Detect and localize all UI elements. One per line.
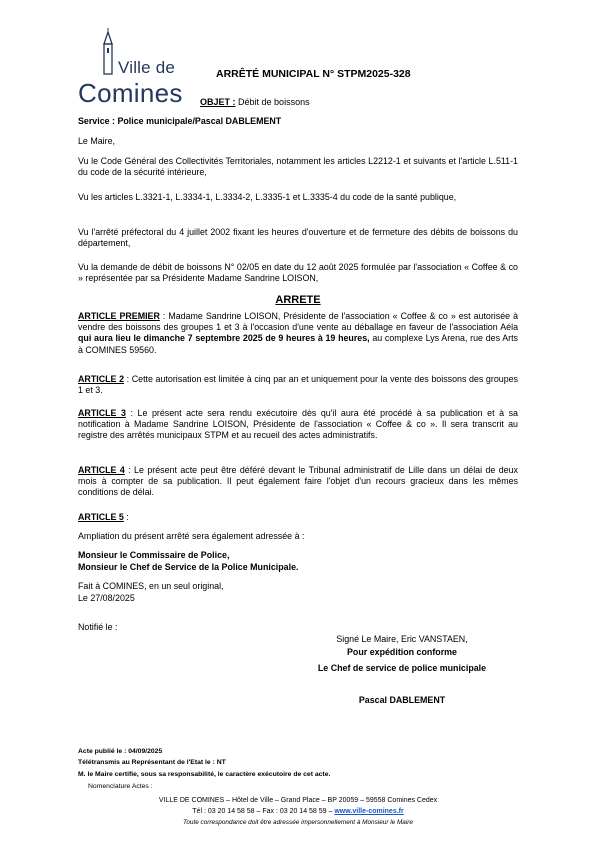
- footer-certifie: M. le Maire certifie, sous sa responsabilité, le caractère exécutoire de cet acte.: [78, 771, 331, 778]
- signature-line-2: Pour expédition conforme: [347, 647, 457, 657]
- article-3-label: ARTICLE 3: [78, 408, 126, 418]
- objet-label: OBJET :: [200, 97, 236, 107]
- signer-name: Pascal DABLEMENT: [358, 695, 446, 705]
- signature-date: Le 27/08/2025: [78, 593, 135, 603]
- footer-contact: [78, 808, 518, 815]
- article-1-text: : Madame Sandrine LOISON, Présidente de l'association « Coffee & co » est autorisée à vendre des boissons des groupes 1 et 3 à l'occasion d'une vente au déballage en faveur de l'association Aéla: [78, 311, 518, 333]
- article-4-label: ARTICLE 4: [78, 465, 125, 475]
- article-5: [78, 512, 518, 523]
- footer-note: Toute correspondance doit être adressée impersonnellement à Monsieur le Maire: [183, 819, 413, 826]
- document-title: ARRÊTÉ MUNICIPAL N° STPM2025-328: [216, 68, 411, 80]
- article-2-text: : Cette autorisation est limitée à cinq par an et uniquement pour la vente des boissons des groupes 1 et 3.: [78, 374, 518, 396]
- visa-1: Vu le Code Général des Collectivités Territoriales, notamment les articles L2212-1 et suivants et l'article L.511-1 du code de la sécurité intérieure,: [78, 156, 518, 178]
- logo-line-1: Ville de: [118, 58, 176, 77]
- city-logo: [78, 28, 196, 108]
- footer-teletransmis: Télétransmis au Représentant de l'Etat le : NT: [78, 759, 226, 766]
- article-3: [78, 408, 518, 442]
- arrete-heading: ARRETE: [275, 294, 321, 306]
- article-1-label: ARTICLE PREMIER: [78, 311, 160, 321]
- objet-value: Débit de boissons: [238, 97, 310, 107]
- recipient-2: Monsieur le Chef de Service de la Police Municipale.: [78, 562, 299, 572]
- article-4-text: : Le présent acte peut être déféré devant le Tribunal administratif de Lille dans un délai de deux mois à compter de sa publication. Il peut également faire l'objet d'un recours gracieux dans les mêmes conditions de délai.: [78, 465, 518, 498]
- footer-tel: Tél : 03 20 14 58 58 – Fax : 03 20 14 58 59 –: [192, 808, 335, 815]
- notifie-le: Notifié le :: [78, 622, 118, 632]
- article-5-label: ARTICLE 5: [78, 512, 124, 522]
- recipient-1: Monsieur le Commissaire de Police,: [78, 550, 230, 560]
- signature-line-1: Signé Le Maire, Eric VANSTAEN,: [336, 634, 468, 644]
- objet-line: [200, 97, 310, 107]
- fait-a: Fait à COMINES, en un seul original,: [78, 581, 224, 591]
- article-1-bold: qui aura lieu le dimanche 7 septembre 2025 de 9 heures à 19 heures,: [78, 333, 370, 344]
- visa-4: Vu la demande de débit de boissons N° 02/05 en date du 12 août 2025 formulée par l'association « Coffee & co » représentée par sa Présidente Madame Sandrine LOISON,: [78, 262, 518, 284]
- ampliation: Ampliation du présent arrêté sera également adressée à :: [78, 531, 305, 541]
- article-2-label: ARTICLE 2: [78, 374, 125, 384]
- article-3-text: : Le présent acte sera rendu exécutoire dès qu'il aura été procédé à sa publication et à sa notification à Madame Sandrine LOISON, Présidente de l'association « Coffee & co ». Il sera transcrit au registre des arrêtés municipaux STPM et au recueil des actes administratifs.: [78, 408, 518, 441]
- article-1-text-end: au complexe Lys Arena, rue des Arts à COMINES 59560.: [78, 333, 518, 355]
- visa-3: Vu l'arrêté préfectoral du 4 juillet 2002 fixant les heures d'ouverture et de fermeture des débits de boissons du département,: [78, 227, 518, 249]
- article-1: [78, 311, 518, 356]
- article-4: [78, 465, 518, 499]
- footer-publie: Acte publié le : 04/09/2025: [78, 748, 163, 755]
- logo-line-2: Comines: [78, 78, 183, 108]
- website-link[interactable]: www.ville-comines.fr: [334, 808, 404, 815]
- article-5-text: :: [123, 512, 129, 522]
- footer-address: VILLE DE COMINES – Hôtel de Ville – Grand Place – BP 20059 – 59558 Comines Cedex: [158, 797, 438, 804]
- service-line: Service : Police municipale/Pascal DABLEMENT: [78, 116, 282, 126]
- footer-nomenclature: Nomenclature Actes :: [88, 783, 153, 790]
- visa-2: Vu les articles L.3321-1, L.3334-1, L.3334-2, L.3335-1 et L.3335-4 du code de la santé publique,: [78, 192, 457, 202]
- signature-line-3: Le Chef de service de police municipale: [317, 663, 487, 673]
- article-2: [78, 374, 518, 396]
- salutation: Le Maire,: [78, 136, 115, 146]
